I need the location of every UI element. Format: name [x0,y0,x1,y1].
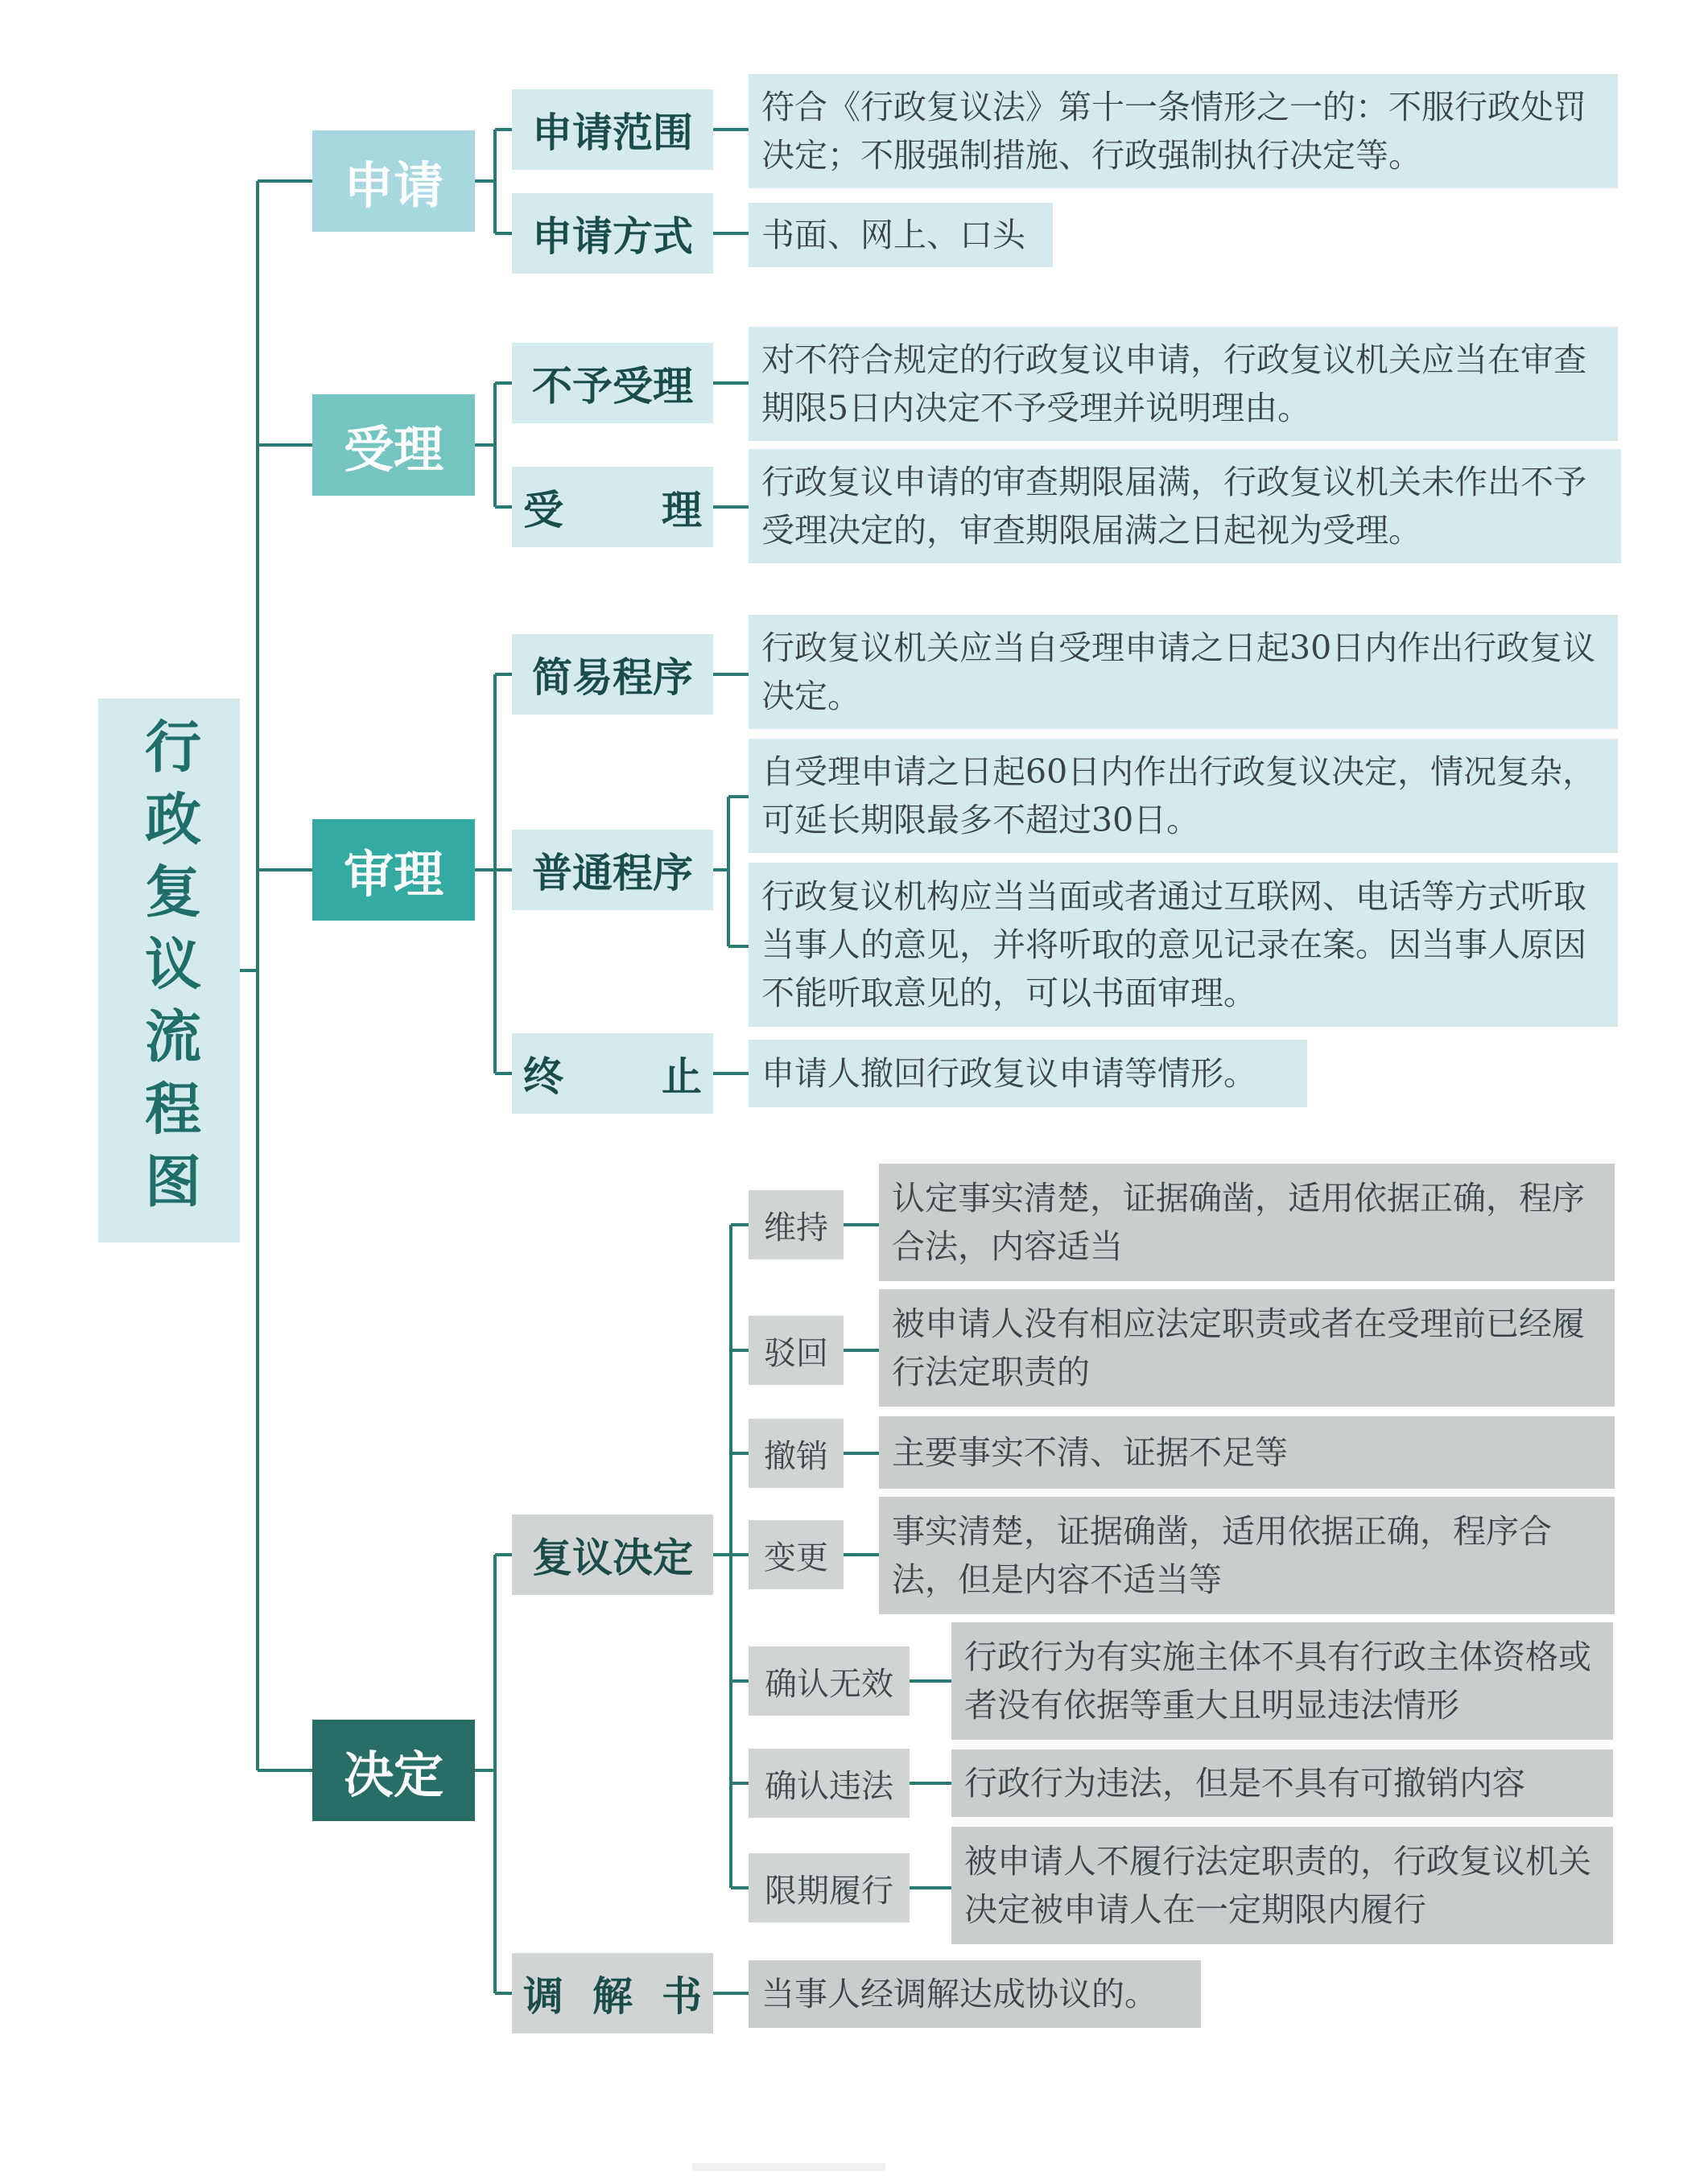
desc-not-accept: 对不符合规定的行政复议申请，行政复议机关应当在审查期限5日内决定不予受理并说明理由。 [749,327,1618,441]
branch-review[interactable]: 审理 [312,819,475,921]
desc-ordinary-procedure-2: 行政复议机构应当当面或者通过互联网、电话等方式听取当事人的意见，并将听取的意见记录在案。因当事人原因不能听取意见的，可以书面审理。 [749,863,1618,1027]
node-accept[interactable] [512,467,713,547]
branch-decide[interactable]: 决定 [312,1720,475,1821]
connector-decision-items [731,1225,749,1888]
mediation-char-3: 书 [662,1972,702,2020]
connector-accept-sub [475,383,512,507]
node-simple-procedure[interactable]: 简易程序 [512,634,713,715]
node-not-accept[interactable]: 不予受理 [512,343,713,423]
desc-order-perform: 被申请人不履行法定职责的，行政复议机关决定被申请人在一定期限内履行 [951,1827,1613,1944]
decision-revoke[interactable]: 撤销 [749,1419,844,1488]
node-terminate-char-b: 止 [662,1053,702,1100]
node-ordinary-procedure[interactable]: 普通程序 [512,830,713,910]
branch-apply[interactable]: 申请 [312,130,475,232]
node-terminate[interactable] [512,1033,713,1114]
node-mediation[interactable] [512,1953,713,2034]
desc-confirm-invalid: 行政行为有实施主体不具有行政主体资格或者没有依据等重大且明显违法情形 [951,1622,1613,1740]
connector-apply-sub [475,130,512,233]
desc-modify: 事实清楚，证据确凿，适用依据正确，程序合法，但是内容不适当等 [879,1497,1615,1614]
connector-review-sub [475,674,512,1073]
mediation-char-2: 解 [592,1972,633,2020]
node-accept-char-a: 受 [523,486,563,534]
node-apply-method[interactable]: 申请方式 [512,193,713,274]
desc-reject: 被申请人没有相应法定职责或者在受理前已经履行法定职责的 [879,1289,1615,1407]
desc-uphold: 认定事实清楚，证据确凿，适用依据正确，程序合法，内容适当 [879,1164,1615,1281]
connector-decide-sub [475,1555,512,1993]
decision-modify[interactable]: 变更 [749,1520,844,1589]
desc-apply-method: 书面、网上、口头 [749,203,1053,267]
mediation-char-1: 调 [523,1972,563,2020]
decision-order-perform[interactable]: 限期履行 [749,1853,910,1922]
decision-uphold[interactable]: 维持 [749,1190,844,1259]
desc-confirm-illegal: 行政行为违法，但是不具有可撤销内容 [951,1749,1613,1817]
desc-mediation: 当事人经调解达成协议的。 [749,1960,1201,2028]
node-apply-scope[interactable]: 申请范围 [512,89,713,170]
root-title: 行政复议流程图 [98,698,240,1242]
node-terminate-char-a: 终 [523,1053,563,1100]
connector-decision-fork [713,1225,731,1888]
desc-apply-scope: 符合《行政复议法》第十一条情形之一的：不服行政处罚决定；不服强制措施、行政强制执行决定等。 [749,74,1618,188]
decision-confirm-illegal[interactable]: 确认违法 [749,1749,910,1818]
node-accept-char-b: 理 [662,486,702,534]
connector-review-fork [713,797,749,946]
desc-terminate: 申请人撤回行政复议申请等情形。 [749,1040,1307,1107]
desc-simple-procedure: 行政复议机关应当自受理申请之日起30日内作出行政复议决定。 [749,615,1618,729]
bottom-faint-mark [692,2163,885,2171]
desc-accept: 行政复议申请的审查期限届满，行政复议机关未作出不予受理决定的，审查期限届满之日起视为受理。 [749,449,1621,563]
desc-ordinary-procedure-1: 自受理申请之日起60日内作出行政复议决定，情况复杂，可延长期限最多不超过30日。 [749,739,1618,853]
branch-accept[interactable]: 受理 [312,394,475,496]
decision-confirm-invalid[interactable]: 确认无效 [749,1646,910,1716]
connector-root [240,181,258,1770]
desc-revoke: 主要事实不清、证据不足等 [879,1416,1615,1489]
node-decision[interactable]: 复议决定 [512,1514,713,1595]
decision-reject[interactable]: 驳回 [749,1316,844,1385]
